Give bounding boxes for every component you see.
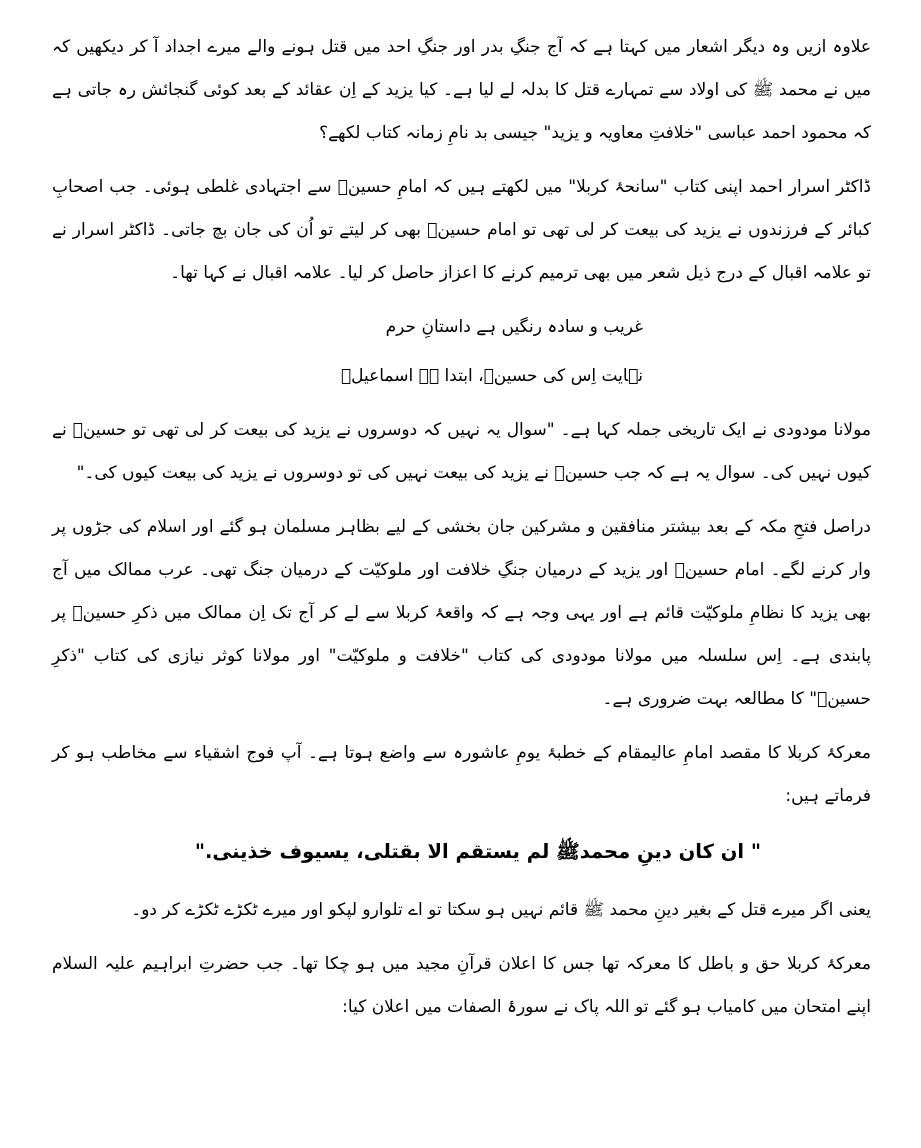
paragraph-maududi-quote: مولانا مودودی نے ایک تاریخی جملہ کہا ہے۔ "سوال یہ نہیں کہ دوسروں نے یزید کی بیعت کر لی تھی تو حسینؓ نے کیوں نہیں کی۔ سوال یہ ہے کہ جب حسینؓ نے یزید کی بیعت نہیں کی تو دوسروں نے یزید کی بیعت کیوں کی۔" [52,420,871,483]
arabic-quote: " ان كان دينِ محمدﷺ لم يستقم الا بقتلى، يسيوف خذينى." [194,840,761,863]
paragraph-fatah-makkah: دراصل فتحِ مکہ کے بعد بیشتر منافقین و مشرکین جان بخشی کے لیے بظاہر مسلمان ہو گئے اور اسلام کی جڑوں پر وار کرنے لگے۔ امام حسینؓ اور یزید کے درمیان جنگِ خلافت اور ملوکیّت کے درمیان جنگ تھی۔ عرب ممالک میں آج بھی یزید کا نظامِ ملوکیّت قائم ہے اور یہی وجہ ہے کہ واقعۂ کربلا سے لے کر آج تک اِن ممالک میں ذکرِ حسینؓ پر پابندی ہے۔ اِس سلسلہ میں مولانا مودودی کی کتاب "خلافت و ملوکیّت" اور مولانا کوثر نیازی کی کتاب "ذکرِ حسینؓ" کا مطالعہ بہت ضروری ہے۔ [52,517,871,709]
verse-line-1: غریب و سادہ رنگیں ہے داستانِ حرم [385,317,643,337]
paragraph-khutba-ashura: معرکۂ کربلا کا مقصد امامِ عالیمقام کے خطبۂ یومِ عاشورہ سے واضع ہوتا ہے۔ آپ فوج اشقیاء سے مخاطب ہو کر فرماتے ہیں: [52,743,871,806]
verse-line-2: نہایت اِس کی حسینؑ، ابتدا ہے اسماعیلؑ [340,366,643,386]
paragraph-translation: یعنی اگر میرے قتل کے بغیر دینِ محمد ﷺ قائم نہیں ہو سکتا تو اے تلوارو لپکو اور میرے ٹکڑے ٹکڑے کر دو۔ [131,900,871,920]
paragraph-dr-israr-ahmad: ڈاکٹر اسرار احمد اپنی کتاب "سانحۂ کربلا" میں لکھتے ہیں کہ امامِ حسینؓ سے اجتہادی غلطی ہوئی۔ جب اصحابِ کبائر کے فرزندوں نے یزید کی بیعت کر لی تھی تو امام حسینؓ بھی کر لیتے تو اُن کی جان بچ جاتی۔ ڈاکٹر اسرار نے تو علامہ اقبال کے درج ذیل شعر میں بھی ترمیم کرنے کا اعزاز حاصل کر لیا۔ علامہ اقبال نے کہا تھا۔ [52,177,871,283]
paragraph-haq-o-batil: معرکۂ کربلا حق و باطل کا معرکہ تھا جس کا اعلان قرآنِ مجید میں ہو چکا تھا۔ جب حضرتِ ابراہیم علیہ السلام اپنے امتحان میں کامیاب ہو گئے تو اللہ پاک نے سورۂ الصفات میں اعلان کیا: [52,954,871,1017]
iqbal-verse-block [52,306,871,398]
paragraph-yazid-verses: علاوہ ازیں وہ دیگر اشعار میں کہتا ہے کہ آج جنگِ بدر اور جنگِ احد میں قتل ہونے والے میرے اجداد آ کر دیکھیں کہ میں نے محمد ﷺ کی اولاد سے تمہارے قتل کا بدلہ لے لیا ہے۔ کیا یزید کے اِن عقائد کے بعد کوئی گنجائش رہ جاتی ہے کہ محمود احمد عباسی "خلافتِ معاویہ و یزید" جیسی بد نامِ زمانہ کتاب لکھے؟ [52,37,871,143]
